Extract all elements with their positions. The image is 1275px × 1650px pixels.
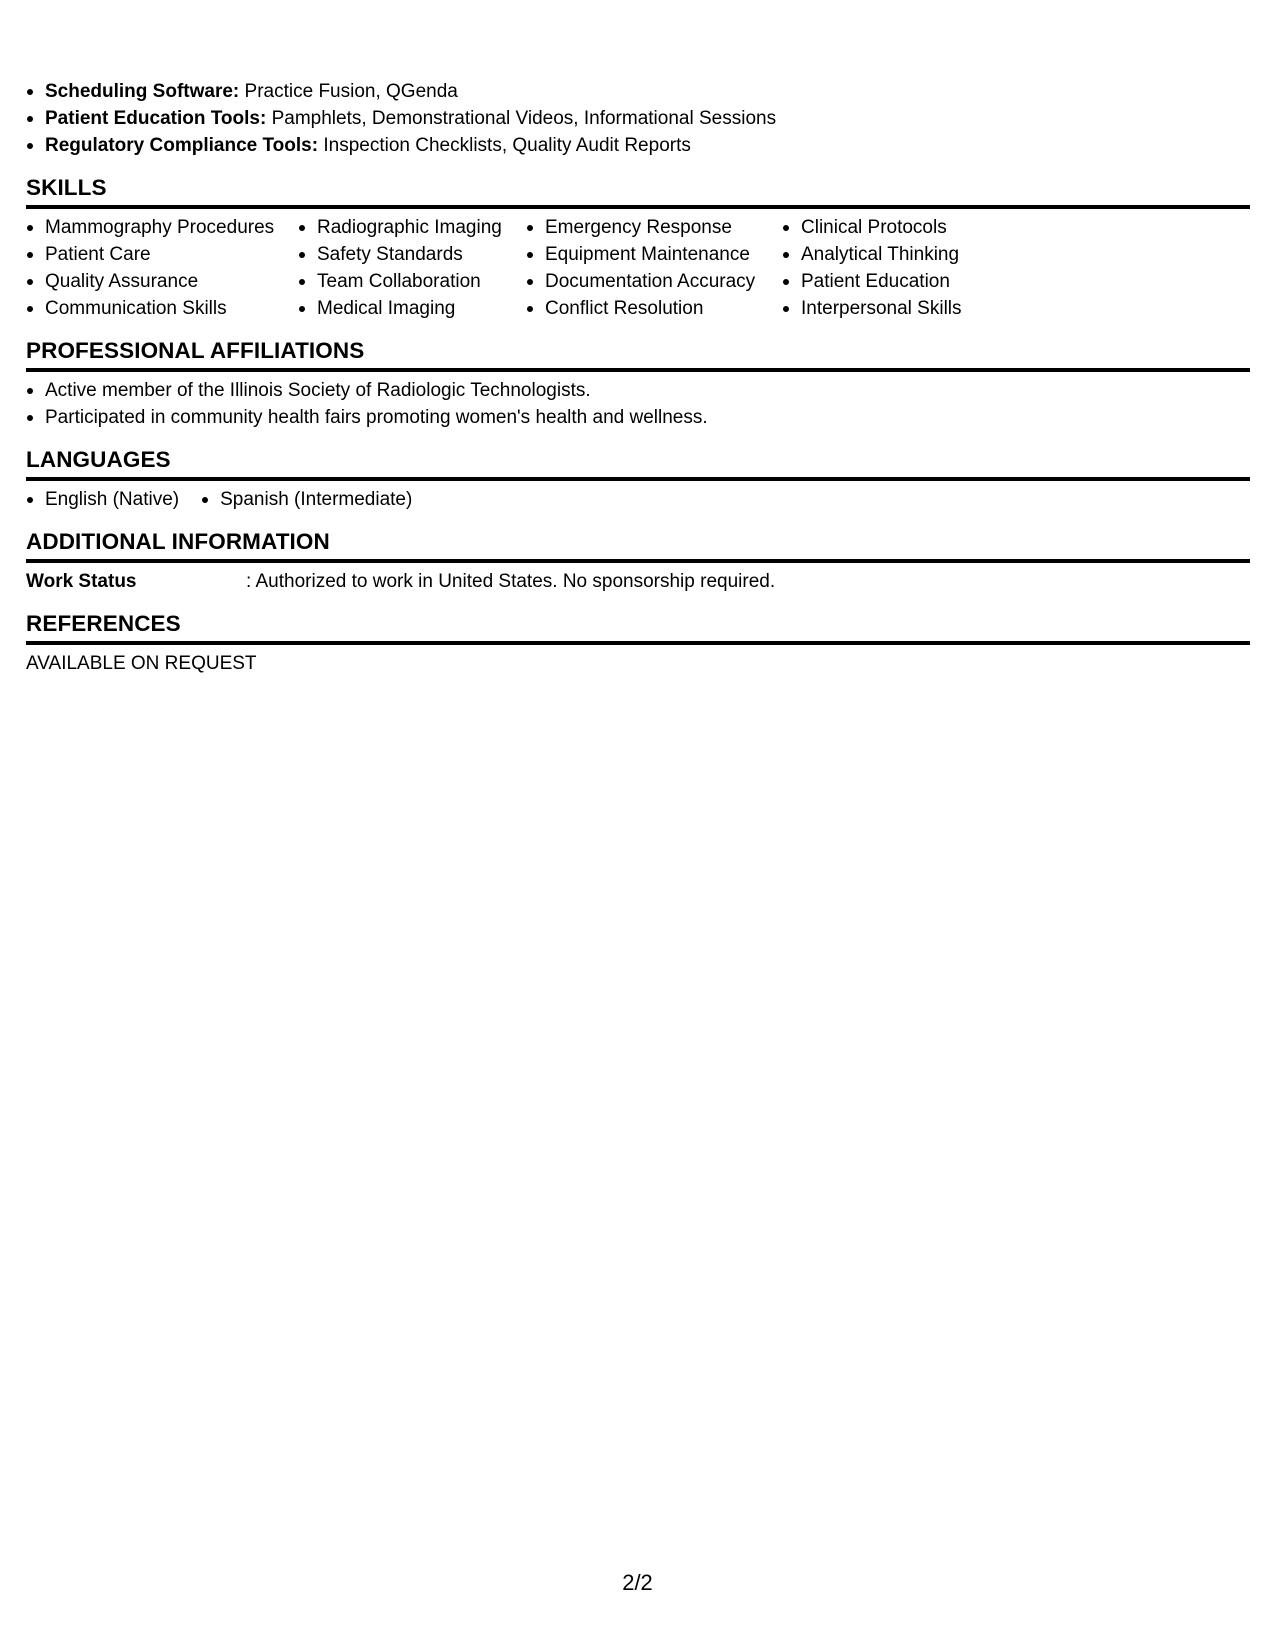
language-item: English (Native)	[26, 486, 179, 513]
skill-item: Analytical Thinking	[782, 241, 992, 268]
affiliation-item: Participated in community health fairs promoting women's health and wellness.	[26, 404, 1250, 431]
tools-list	[26, 78, 1250, 159]
work-status-label: Work Status	[26, 571, 137, 592]
skill-item: Safety Standards	[298, 241, 504, 268]
tools-item-value: Practice Fusion, QGenda	[239, 81, 458, 102]
references-text: AVAILABLE ON REQUEST	[26, 653, 257, 674]
tools-item-label: Scheduling Software:	[45, 81, 240, 102]
tools-item-value: Pamphlets, Demonstrational Videos, Informational Sessions	[266, 108, 777, 129]
skill-item: Patient Education	[782, 268, 992, 295]
skill-item: Team Collaboration	[298, 268, 504, 295]
references-section	[26, 609, 1250, 677]
affiliations-list	[26, 372, 1250, 431]
tools-item-label: Patient Education Tools:	[45, 108, 267, 129]
skill-item: Interpersonal Skills	[782, 295, 992, 322]
tools-item-label: Regulatory Compliance Tools:	[45, 135, 319, 156]
work-status-row	[26, 563, 1250, 595]
section-title-references: REFERENCES	[26, 609, 1250, 645]
skills-column	[526, 214, 760, 322]
section-title-languages: LANGUAGES	[26, 445, 1250, 481]
work-status-value: : Authorized to work in United States. No sponsorship required.	[246, 571, 776, 592]
skill-item: Medical Imaging	[298, 295, 504, 322]
languages-section	[26, 445, 1250, 513]
skills-column	[26, 214, 276, 322]
additional-info-section	[26, 527, 1250, 595]
skill-item: Documentation Accuracy	[526, 268, 760, 295]
tools-item	[26, 105, 1250, 132]
resume-page	[26, 78, 1250, 677]
tools-item	[26, 78, 1250, 105]
language-item: Spanish (Intermediate)	[201, 486, 412, 513]
skills-column	[782, 214, 992, 322]
section-title-additional-info: ADDITIONAL INFORMATION	[26, 527, 1250, 563]
skill-item: Clinical Protocols	[782, 214, 992, 241]
affiliation-item: Active member of the Illinois Society of Radiologic Technologists.	[26, 377, 1250, 404]
section-title-skills: SKILLS	[26, 173, 1250, 209]
skills-column	[298, 214, 504, 322]
skill-item: Equipment Maintenance	[526, 241, 760, 268]
page-number: 2/2	[622, 1570, 653, 1595]
tools-item-value: Inspection Checklists, Quality Audit Reports	[318, 135, 691, 156]
skill-item: Quality Assurance	[26, 268, 276, 295]
affiliations-section	[26, 336, 1250, 431]
skill-item: Communication Skills	[26, 295, 276, 322]
tools-item	[26, 132, 1250, 159]
skill-item: Radiographic Imaging	[298, 214, 504, 241]
languages-list	[26, 481, 1250, 513]
skill-item: Conflict Resolution	[526, 295, 760, 322]
skill-item: Mammography Procedures	[26, 214, 276, 241]
section-title-affiliations: PROFESSIONAL AFFILIATIONS	[26, 336, 1250, 372]
skills-grid	[26, 209, 1250, 322]
skill-item: Emergency Response	[526, 214, 760, 241]
skill-item: Patient Care	[26, 241, 276, 268]
skills-section	[26, 173, 1250, 322]
